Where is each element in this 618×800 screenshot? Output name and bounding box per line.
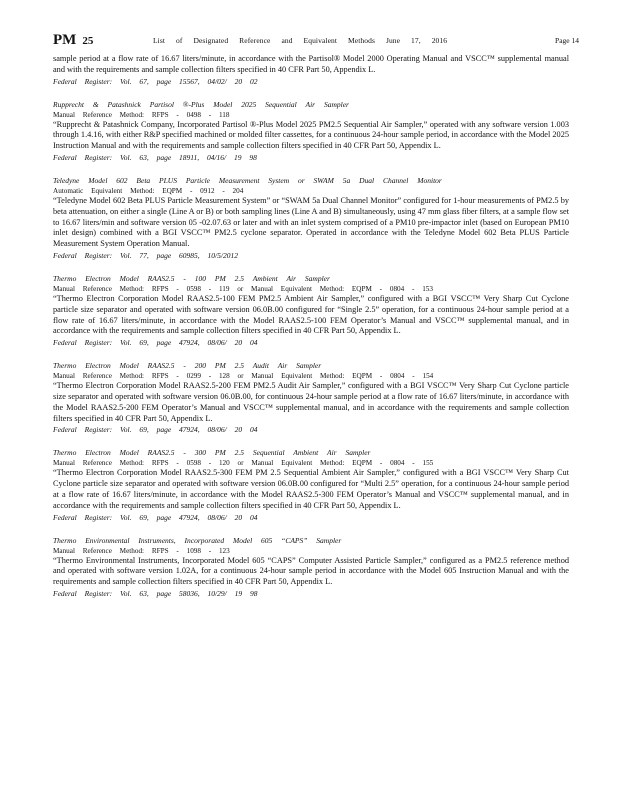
document-code-number: 25 <box>82 35 94 47</box>
document-title: List of Designated Reference and Equivalent Methods June 17, 2016 <box>153 36 448 45</box>
page-header <box>53 32 579 50</box>
entry-citation: Federal Register: Vol. 69, page 47924, 08/06/ 20 04 <box>53 338 258 348</box>
entry-description: “Thermo Electron Corporation Model RAAS2.5-200 FEM PM2.5 Audit Air Sampler,” configured with a BGI VSCC™ Very Sharp Cut Cyclone particle size separator and operated with software version 06.0B.00, for continuous 24-hour sample period at a flow rate of 16.67 liters/minute, in accordance with the Model RAAS2.5-200 FEM Operator’s Manual and VSCC™ supplemental manual, and in accordance with the requirements and sample collection filters specified in 40 CFR Part 50, Appendix L. <box>53 381 569 423</box>
entry-description: “Rupprecht & Patashnick Company, Incorporated Partisol ®-Plus Model 2025 PM2.5 Sequential Air Sampler,” operated with any software version 1.003 through 1.4.16, with either R&P specified machined or molded filter cassettes, for a continuous 24-hour sample period, in accordance with the Model 2025 Instruction Manual and with the requirements and sample collection filters specified in 40 CFR Part 50, Appendix L. <box>53 119 569 151</box>
entry-title: Rupprecht & Patashnick Partisol ®-Plus Model 2025 Sequential Air Sampler <box>53 99 349 109</box>
method-entry <box>53 273 569 348</box>
document-page <box>53 32 579 599</box>
entry-method-designation: Manual Reference Method: RFPS - 0598 - 119 or Manual Equivalent Method: EQPM - 0804 - 153 <box>53 284 433 293</box>
entry-description: “Teledyne Model 602 Beta PLUS Particle Measurement System” or “SWAM 5a Dual Channel Monitor” configured for 1-hour measurements of PM2.5 by beta attenuation, on either a single (Line A or B) or both sampling lines (Line A and B) simultaneously, using 47 mm glass fiber filters, at a sample flow set to 16.67 liters/min and software version 05 -02.07.63 or later and with an inlet system comprised of a PM10 pre-impactor inlet (based on European PM10 inlet design) combined with a BGI VSCC™ PM2.5 cyclone separator. Operated in accordance with the Teledyne Model 602 Beta PLUS Particle Measurement System Operation Manual. <box>53 195 569 249</box>
entry-citation: Federal Register: Vol. 63, page 18911, 04/16/ 19 98 <box>53 152 257 162</box>
entry-title: Thermo Electron Model RAAS2.5 - 100 PM 2.5 Ambient Air Sampler <box>53 273 330 283</box>
entry-citation: Federal Register: Vol. 69, page 47924, 08/06/ 20 04 <box>53 512 258 522</box>
document-code-prefix: PM <box>53 32 77 48</box>
entry-title: Thermo Electron Model RAAS2.5 - 300 PM 2.5 Sequential Ambient Air Sampler <box>53 448 371 458</box>
intro-citation: Federal Register: Vol. 67, page 15567, 04/02/ 20 02 <box>53 76 258 86</box>
method-entry <box>53 535 569 599</box>
entry-method-designation: Automatic Equivalent Method: EQPM - 0912 - 204 <box>53 186 244 195</box>
entry-citation: Federal Register: Vol. 77, page 60985, 10/5/2012 <box>53 250 238 260</box>
intro-text: sample period at a flow rate of 16.67 liters/minute, in accordance with the Partisol® Model 2000 Operating Manual and VSCC™ supplemental manual and with the requirements and sample collection filters specified in 40 CFR Part 50, Appendix L. <box>53 54 569 74</box>
entry-description: “Thermo Electron Corporation Model RAAS2.5-300 FEM PM 2.5 Sequential Ambient Air Sampler,” configured with a BGI VSCC™ Very Sharp Cut Cyclone particle size separator and operated with software version 06.0B.00 configured for “Multi 2.5” operation, for a continuous 24-hour sample period at a flow rate of 16.67 liters/minute, in accordance with the Model RAAS2.5-300 FEM Operator’s Manual and VSCC™ supplemental manual, and in accordance with the requirements and sample collection filters specified in 40 CFR Part 50, Appendix L. <box>53 468 569 510</box>
entry-title: Thermo Electron Model RAAS2.5 - 200 PM 2.5 Audit Air Sampler <box>53 361 322 371</box>
page-number: Page 14 <box>555 36 579 45</box>
entry-citation: Federal Register: Vol. 69, page 47924, 08/06/ 20 04 <box>53 425 258 435</box>
method-entry <box>53 447 569 522</box>
entry-description: “Thermo Environmental Instruments, Incorporated Model 605 “CAPS” Computer Assisted Particle Sampler,” configured as a PM2.5 reference method and operated with software version 1.02A, for a continuous 24-hour sample period in accordance with the Model 605 Instruction Manual and with the requirements and sample collection filters specified in 40 CFR Part 50, Appendix L. <box>53 555 569 587</box>
method-entry <box>53 99 569 163</box>
entry-method-designation: Manual Reference Method: RFPS - 0299 - 128 or Manual Equivalent Method: EQPM - 0804 - 154 <box>53 372 434 381</box>
entry-description: “Thermo Electron Corporation Model RAAS2.5-100 FEM PM2.5 Ambient Air Sampler,” configured with a BGI VSCC™ Very Sharp Cut Cyclone particle size separator and operated with software version 06.0B.00 configured for “Single 2.5” operation, for a continuous 24-hour sample period at a flow rate of 16.67 liters/minute, in accordance with the Model RAAS2.5-100 FEM Operator’s Manual and VSCC™ supplemental manual, and in accordance with the requirements and sample collection filters specified in 40 CFR Part 50, Appendix L. <box>53 293 569 336</box>
entry-citation: Federal Register: Vol. 63, page 58036, 10/29/ 19 98 <box>53 588 258 598</box>
entry-method-designation: Manual Reference Method: RFPS - 0598 - 120 or Manual Equivalent Method: EQPM - 0804 - 155 <box>53 459 434 468</box>
entry-title: Thermo Environmental Instruments, Incorporated Model 605 “CAPS” Sampler <box>53 535 342 545</box>
intro-block <box>53 54 569 87</box>
entry-method-designation: Manual Reference Method: RFPS - 1098 - 123 <box>53 546 230 555</box>
entry-title: Teledyne Model 602 Beta PLUS Particle Measurement System or SWAM 5a Dual Channel Monitor <box>53 175 442 185</box>
document-code <box>53 32 93 49</box>
method-entry <box>53 360 569 435</box>
method-entry <box>53 175 569 261</box>
entry-method-designation: Manual Reference Method: RFPS - 0498 - 118 <box>53 110 230 119</box>
